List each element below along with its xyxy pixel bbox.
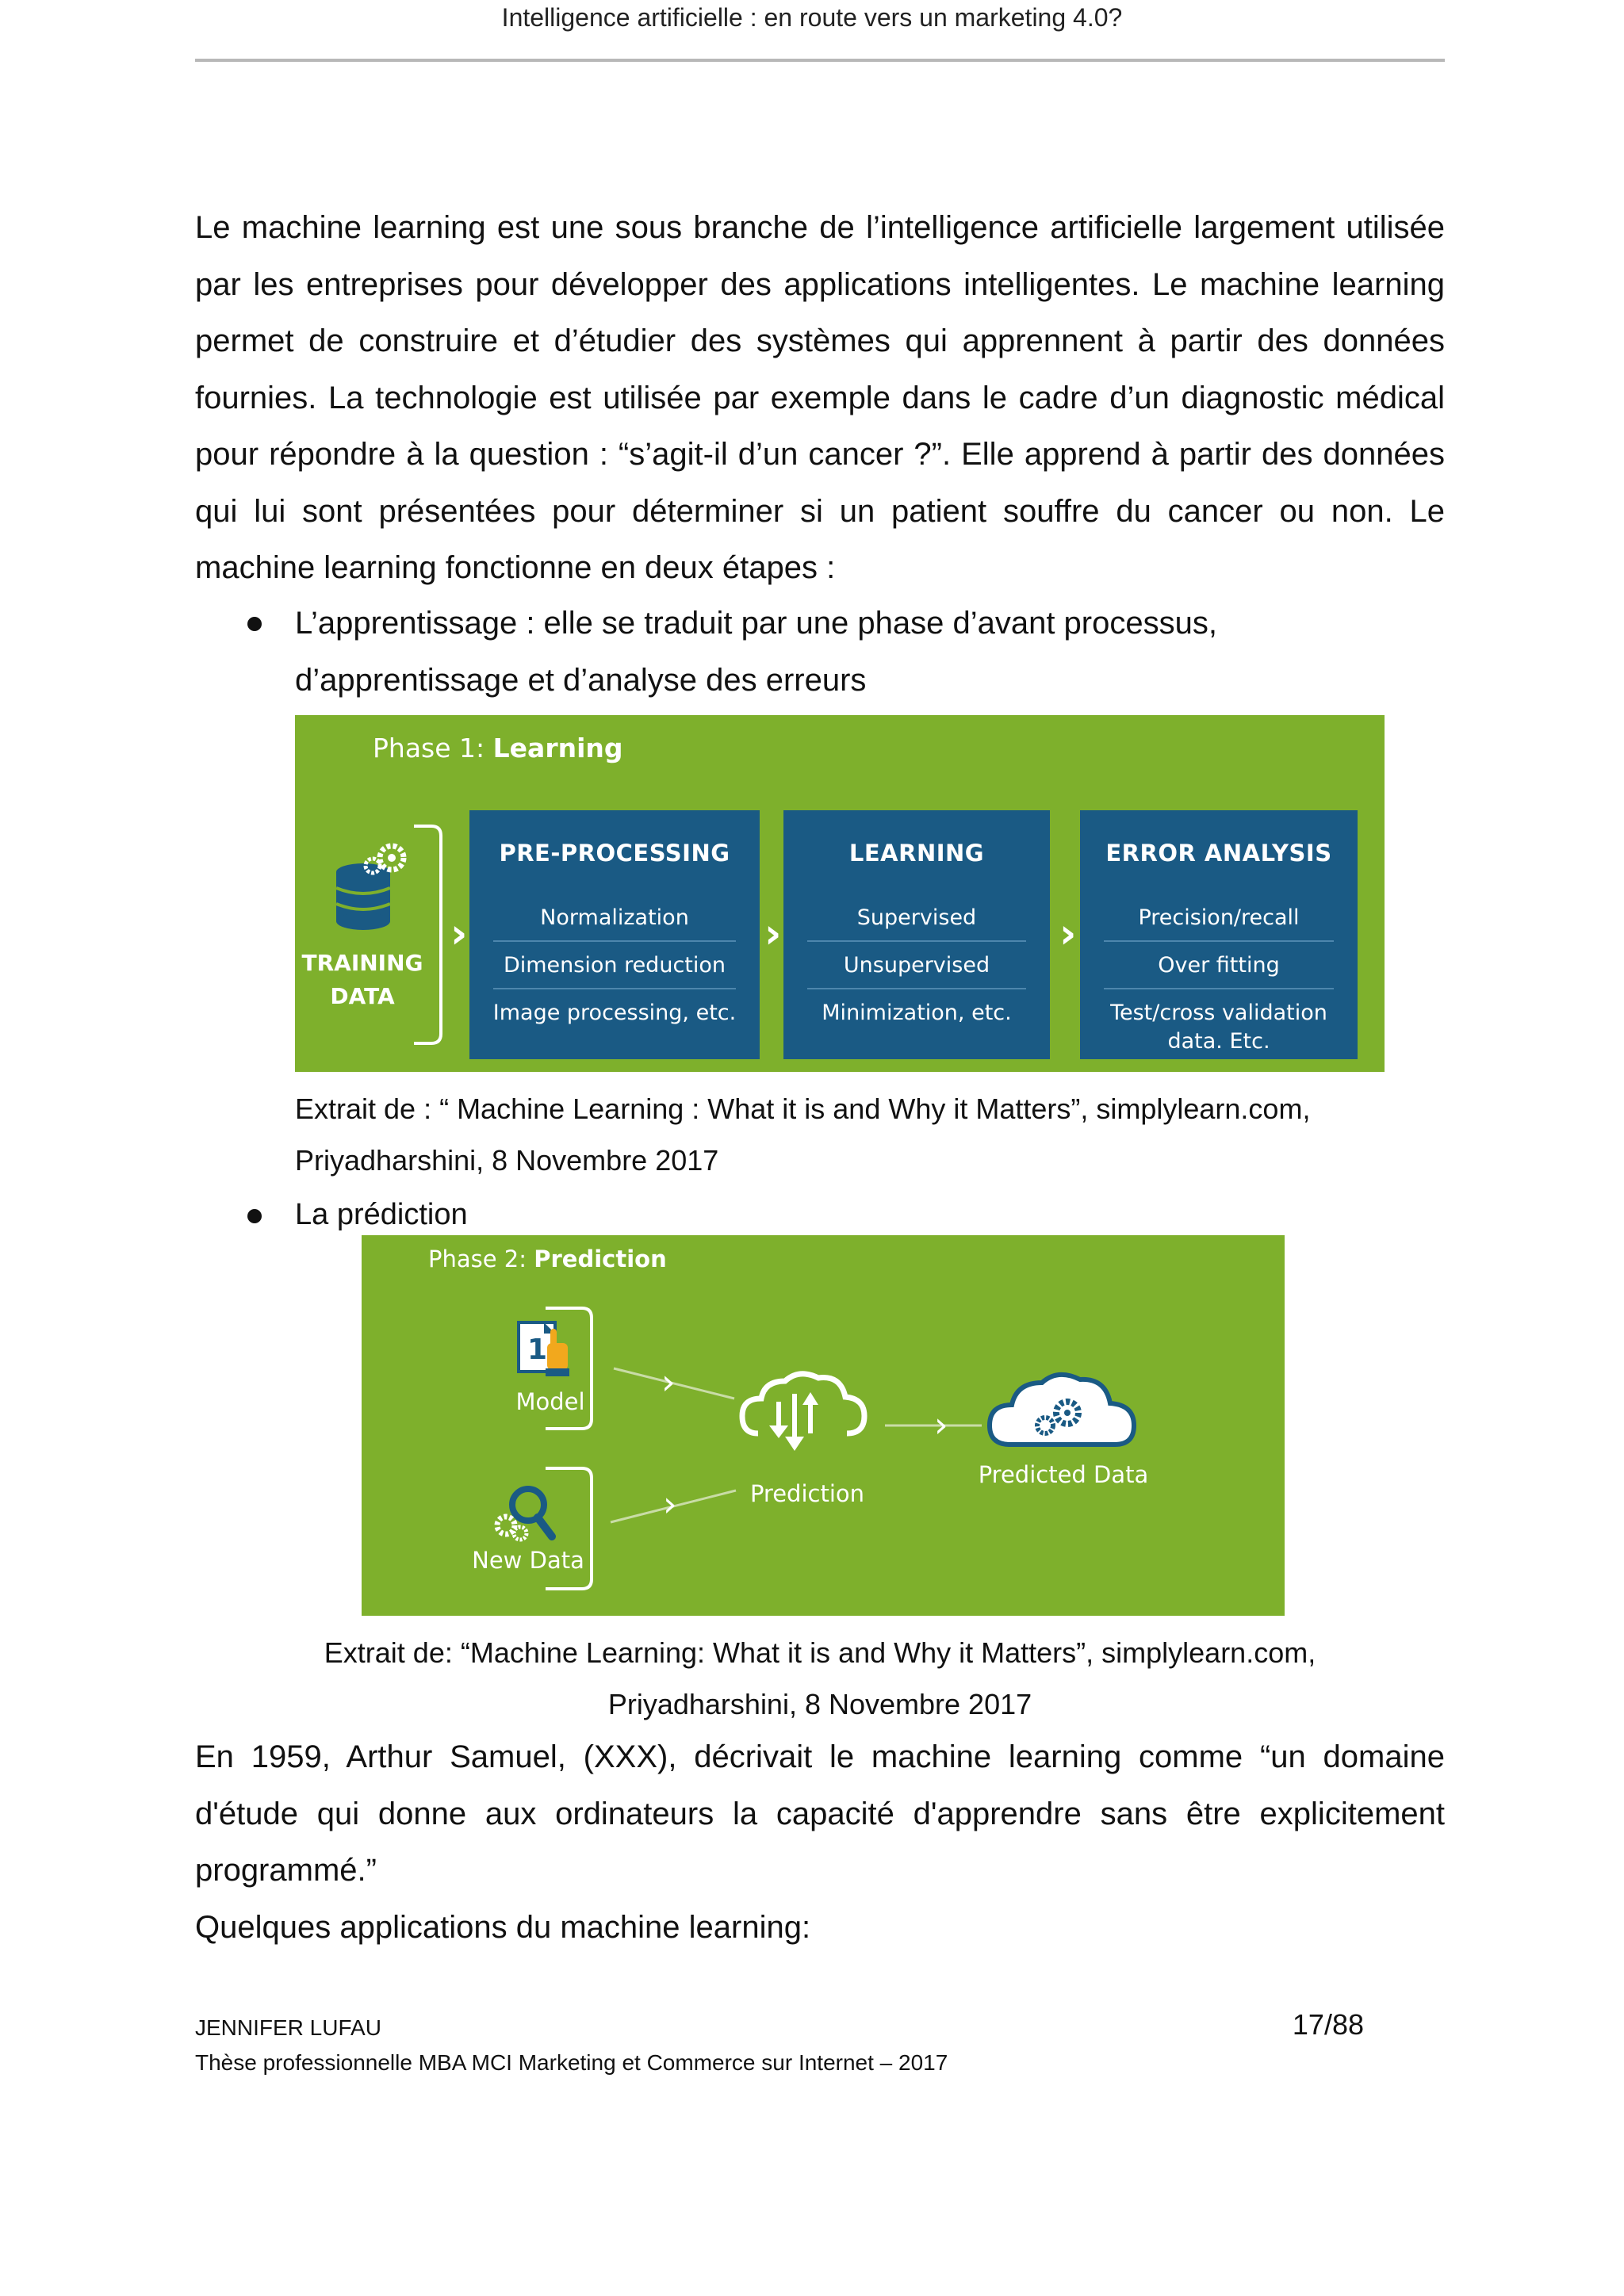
gear-magnifier-icon <box>497 1489 552 1540</box>
chevron-right-icon: › <box>450 910 468 958</box>
database-gear-icon <box>336 846 404 930</box>
samuel-paragraph: En 1959, Arthur Samuel, (XXX), décrivait le machine learning comme “un domaine d'étude qui donne aux ordinateurs la capacité d'apprendre sans être explicitement programmé.” <box>195 1739 1445 1888</box>
model-label: Model <box>515 1388 585 1415</box>
header-rule <box>195 59 1445 62</box>
training-label-line1: TRAINING <box>301 950 423 976</box>
applications-heading: Quelques applications du machine learning: <box>195 1910 811 1945</box>
bullet-dot <box>247 1209 262 1223</box>
cloud-gear-icon <box>990 1375 1134 1445</box>
box-preprocessing-item: Dimension reduction <box>503 953 726 978</box>
footer-subtitle: Thèse professionnelle MBA MCI Marketing et Commerce sur Internet – 2017 <box>195 2050 948 2075</box>
phase1-name: Learning <box>492 733 623 763</box>
box-error-analysis <box>1080 810 1358 1059</box>
caption-figure2-line1: Extrait de: “Machine Learning: What it is and Why it Matters”, simplylearn.com, <box>324 1636 1316 1669</box>
new-data-label: New Data <box>472 1547 584 1574</box>
box-learning-item: Supervised <box>856 905 977 930</box>
page-number: 17/88 <box>1292 2008 1364 2041</box>
chevron-right-icon: › <box>661 1362 676 1402</box>
box-preprocessing-item: Image processing, etc. <box>492 1001 737 1025</box>
box-error-item: Test/cross validation <box>1110 1001 1327 1025</box>
predicted-data-label: Predicted Data <box>978 1461 1149 1488</box>
caption-figure1-line1: Extrait de : “ Machine Learning : What it is and Why it Matters”, simplylearn.com, <box>295 1093 1311 1125</box>
box-preprocessing-item: Normalization <box>540 905 689 930</box>
bullet-dot <box>247 617 262 631</box>
box-error-item: data. Etc. <box>1167 1029 1270 1054</box>
document-hand-icon <box>519 1322 569 1376</box>
box-learning-item: Unsupervised <box>843 953 990 978</box>
intro-paragraph: Le machine learning est une sous branche de l’intelligence artificielle largement utilisée par les entreprises pour développer des applications intelligentes. Le machine learning permet de construire et d’étudier des systèmes qui apprennent à partir des données fournies. La technologie est utilisée par exemple dans le cadre d’un diagnostic médical pour répondre à la question : “s’agit-il d’un cancer ?”. Elle apprend à partir des données qui lui sont présentées pour déterminer si un patient souffre du cancer ou non. Le machine learning fonctionne en deux étapes : <box>195 210 1445 585</box>
chevron-right-icon: › <box>1059 910 1077 958</box>
box-learning-item: Minimization, etc. <box>822 1001 1012 1025</box>
training-data-icon-group <box>295 810 454 1064</box>
phase1-title <box>373 733 623 764</box>
figure-phase-prediction <box>362 1235 1285 1616</box>
bullet-prediction: La prédiction <box>295 1198 468 1231</box>
chevron-right-icon: › <box>934 1405 948 1445</box>
phase1-prefix: Phase 1: <box>373 733 493 763</box>
chevron-right-icon: › <box>663 1484 677 1525</box>
training-data-label <box>295 947 430 1013</box>
prediction-label: Prediction <box>749 1480 865 1507</box>
chevron-right-icon: › <box>764 910 782 958</box>
box-learning <box>783 810 1050 1059</box>
box-error-title: ERROR ANALYSIS <box>1105 840 1332 867</box>
bullet-learning: L’apprentissage : elle se traduit par une phase d’avant processus, d’apprentissage et d’analyse des erreurs <box>295 606 1217 698</box>
caption-figure2-line2: Priyadharshini, 8 Novembre 2017 <box>607 1688 1032 1720</box>
caption-figure1-line2: Priyadharshini, 8 Novembre 2017 <box>295 1144 719 1177</box>
box-preprocessing <box>469 810 760 1059</box>
box-learning-title: LEARNING <box>848 840 985 867</box>
box-error-item: Precision/recall <box>1138 905 1300 930</box>
box-preprocessing-title: PRE-PROCESSING <box>499 840 730 867</box>
footer-author: JENNIFER LUFAU <box>195 2015 381 2040</box>
model-digit: 1 <box>527 1334 548 1366</box>
training-label-line2: DATA <box>330 983 395 1009</box>
running-header: Intelligence artificielle : en route vers un marketing 4.0? <box>501 3 1123 32</box>
phase2-name: Prediction <box>534 1246 667 1272</box>
box-error-item: Over fitting <box>1158 953 1280 978</box>
phase2-prefix: Phase 2: <box>428 1246 534 1272</box>
cloud-arrows-icon <box>742 1374 864 1451</box>
figure-phase-learning <box>295 715 1385 1072</box>
